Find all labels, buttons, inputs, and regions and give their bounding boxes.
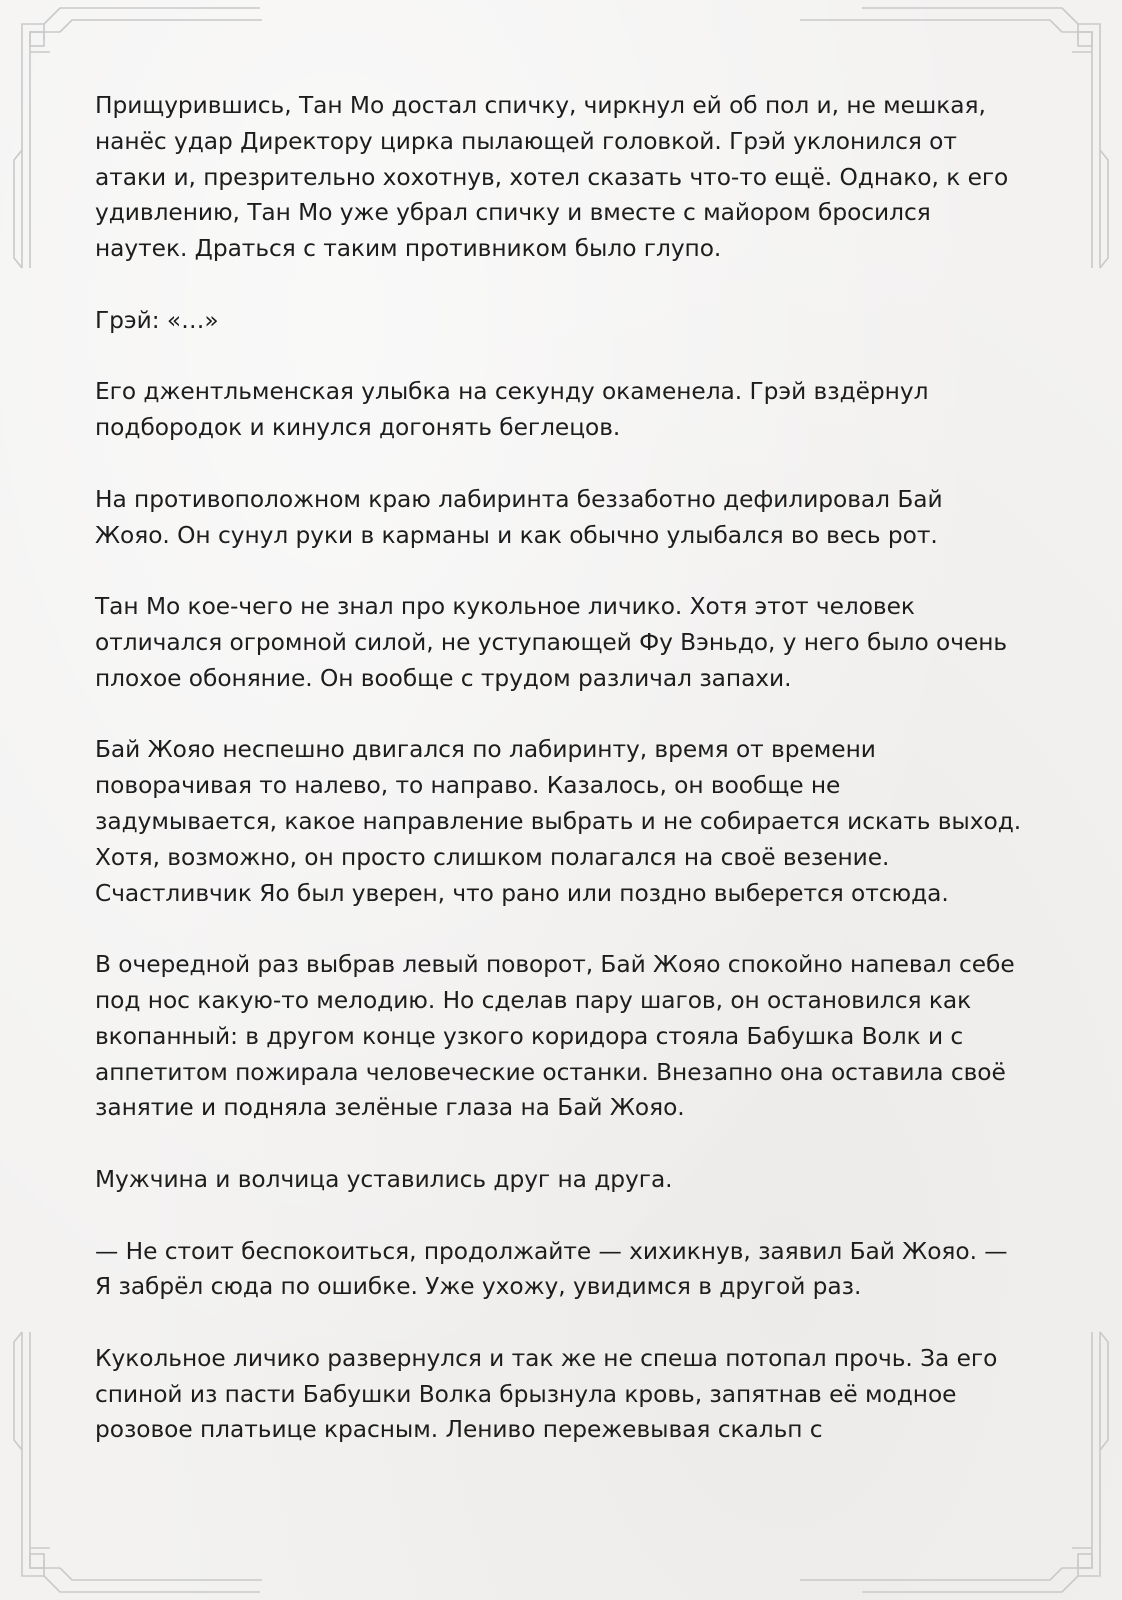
text-line: аппетитом пожирала человеческие останки. Внезапно она оставила своё	[95, 1058, 1006, 1086]
paragraph-2	[95, 303, 1035, 339]
text-line: Мужчина и волчица уставились друг на друга.	[95, 1165, 673, 1193]
paragraph-6	[95, 732, 1035, 911]
text-line: Жояо. Он сунул руки в карманы и как обычно улыбался во весь рот.	[95, 521, 938, 549]
text-line: поворачивая то налево, то направо. Казалось, он вообще не	[95, 772, 841, 800]
text-line: спиной из пасти Бабушки Волка брызнула кровь, запятнав её модное	[95, 1380, 957, 1408]
paragraph-5	[95, 589, 1035, 696]
paragraph-10	[95, 1341, 1035, 1448]
text-line: Хотя, возможно, он просто слишком полагался на своё везение.	[95, 843, 890, 871]
text-line: отличался огромной силой, не уступающей Фу Вэньдо, у него было очень	[95, 628, 1008, 656]
text-line: Грэй: «…»	[95, 306, 219, 334]
text-line: подбородок и кинулся догонять беглецов.	[95, 414, 621, 442]
text-line: Прищурившись, Тан Мо достал спичку, чиркнул ей об пол и, не мешкая,	[95, 92, 986, 119]
text-line: атаки и, презрительно хохотнув, хотел сказать что-то ещё. Однако, к его	[95, 163, 1009, 191]
text-line: Кукольное личико развернулся и так же не спеша потопал прочь. За его	[95, 1344, 998, 1372]
text-line: В очередной раз выбрав левый поворот, Бай Жояо спокойно напевал себе	[95, 951, 1015, 979]
paragraph-8	[95, 1162, 1035, 1198]
paragraph-9	[95, 1234, 1035, 1306]
text-line: Я забрёл сюда по ошибке. Уже ухожу, увидимся в другой раз.	[95, 1273, 862, 1301]
text-line: Счастливчик Яо был уверен, что рано или поздно выберется отсюда.	[95, 879, 949, 907]
text-line: — Не стоит беспокоиться, продолжайте — хихикнув, заявил Бай Жояо. —	[95, 1237, 1008, 1265]
text-line: наутек. Драться с таким противником было глупо.	[95, 235, 722, 263]
text-line: плохое обоняние. Он вообще с трудом различал запахи.	[95, 664, 792, 692]
text-line: задумывается, какое направление выбрать и не собирается искать выход.	[95, 807, 1022, 835]
paragraph-3	[95, 374, 1035, 446]
text-line: занятие и подняла зелёные глаза на Бай Жояо.	[95, 1094, 685, 1122]
text-line: под нос какую-то мелодию. Но сделав пару шагов, он остановился как	[95, 986, 972, 1014]
story-text	[95, 88, 1035, 1448]
text-line: Его джентльменская улыбка на секунду окаменела. Грэй вздёрнул	[95, 378, 929, 406]
text-line: Тан Мо кое-чего не знал про кукольное личико. Хотя этот человек	[95, 593, 915, 621]
text-line: вкопанный: в другом конце узкого коридора стояла Бабушка Волк и с	[95, 1022, 964, 1050]
text-line: удивлению, Тан Мо уже убрал спичку и вместе с майором бросился	[95, 199, 931, 227]
text-line: нанёс удар Директору цирка пылающей головкой. Грэй уклонился от	[95, 127, 957, 155]
text-line: розовое платьице красным. Лениво пережевывая скальп с	[95, 1416, 823, 1444]
text-line: Бай Жояо неспешно двигался по лабиринту, время от времени	[95, 736, 876, 764]
paragraph-4	[95, 482, 1035, 554]
paragraph-7	[95, 947, 1035, 1126]
text-line: На противоположном краю лабиринта беззаботно дефилировал Бай	[95, 485, 943, 513]
paragraph-1	[95, 88, 1035, 267]
